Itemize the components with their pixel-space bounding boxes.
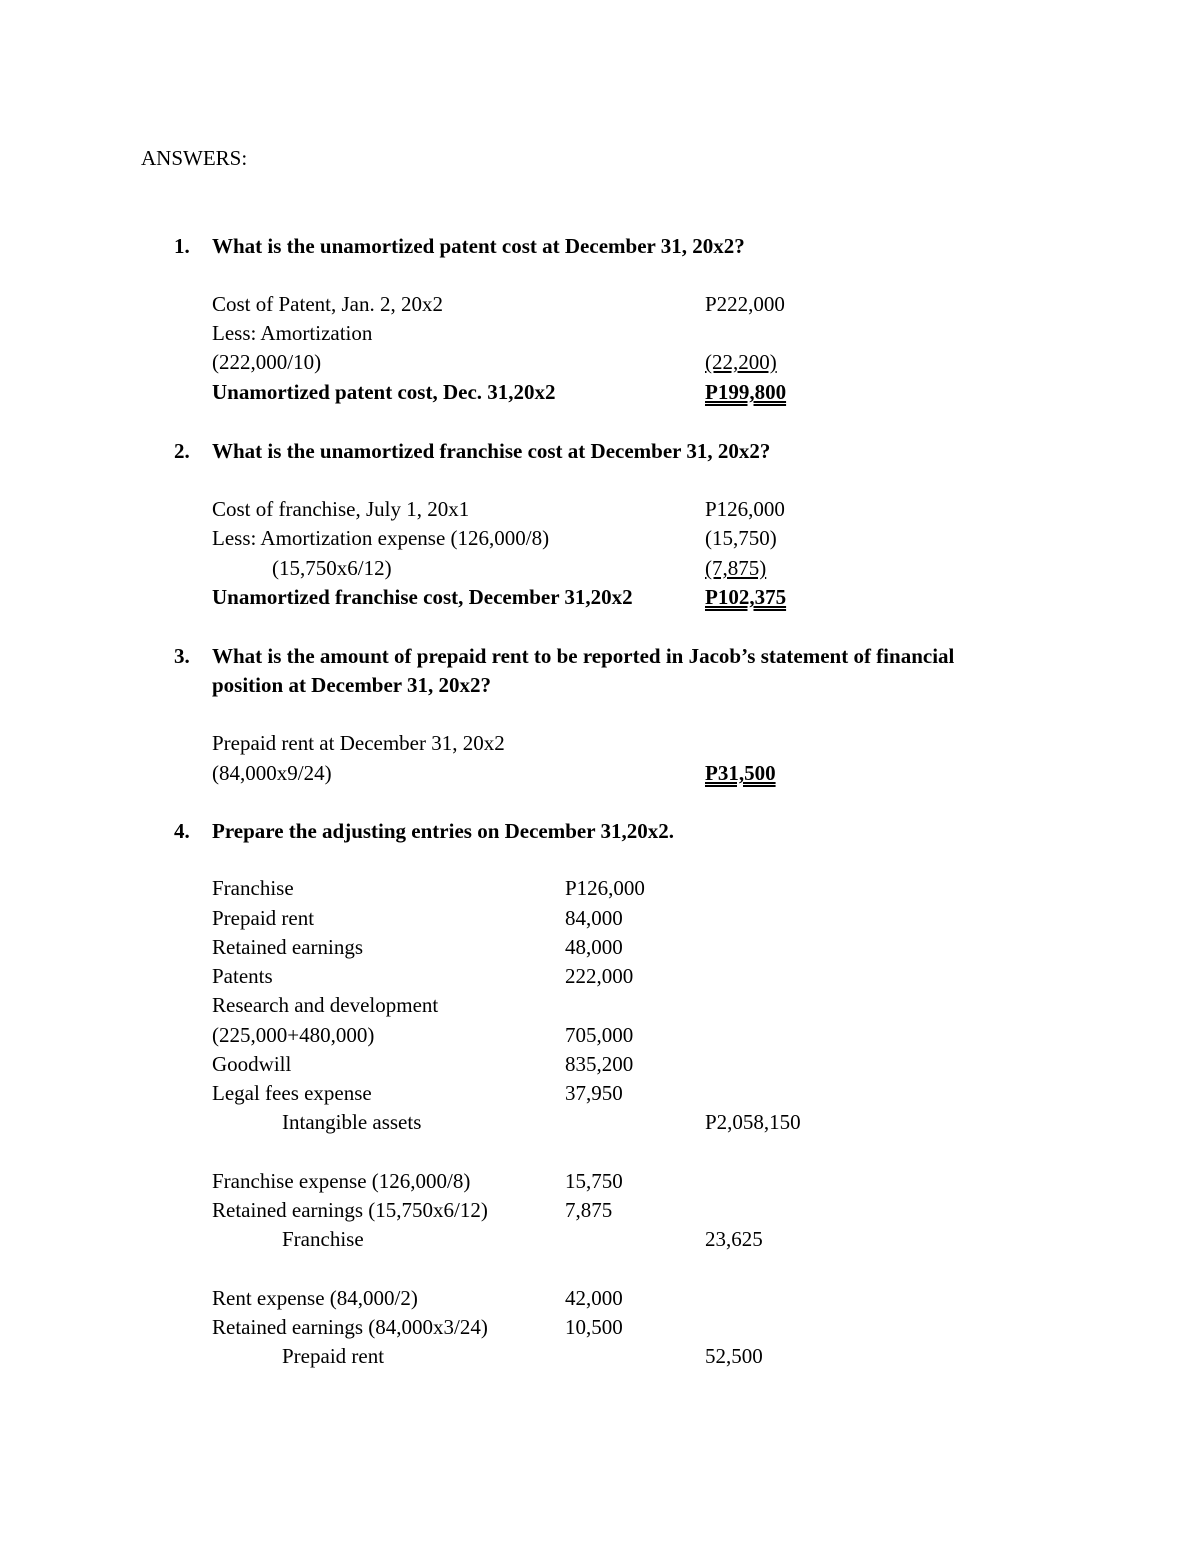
journal-debit: 10,500 [565, 1315, 623, 1339]
q3-total-amount: P31,500 [705, 761, 776, 785]
q2-row-label: (15,750x6/12) [272, 556, 392, 580]
journal-debit: 705,000 [565, 1023, 634, 1047]
journal-credit: 23,625 [705, 1227, 763, 1251]
question-3-number: 3. [174, 644, 190, 668]
q2-total-label: Unamortized franchise cost, December 31,20x2 [212, 585, 633, 609]
journal-credit: P2,058,150 [705, 1110, 801, 1134]
journal-account: Retained earnings (84,000x3/24) [212, 1315, 488, 1339]
journal-account: Research and development [212, 993, 439, 1017]
question-2-number: 2. [174, 439, 190, 463]
journal-account: Retained earnings [212, 935, 364, 959]
journal-debit: 15,750 [565, 1169, 623, 1193]
journal-account: Prepaid rent [212, 906, 315, 930]
q2-row-amount: P126,000 [705, 497, 785, 521]
question-2-text: What is the unamortized franchise cost at December 31, 20x2? [212, 439, 771, 463]
q1-row-label: Less: Amortization [212, 321, 373, 345]
journal-debit: 7,875 [565, 1198, 613, 1222]
journal-account: Retained earnings (15,750x6/12) [212, 1198, 488, 1222]
q3-row-label: Prepaid rent at December 31, 20x2 [212, 731, 505, 755]
q2-row-label: Cost of franchise, July 1, 20x1 [212, 497, 470, 521]
journal-account: Rent expense (84,000/2) [212, 1286, 418, 1310]
page-heading: ANSWERS: [141, 146, 248, 170]
journal-account: Legal fees expense [212, 1081, 372, 1105]
q1-row-label: Cost of Patent, Jan. 2, 20x2 [212, 292, 443, 316]
journal-credit-account: Intangible assets [282, 1110, 422, 1134]
question-4-text: Prepare the adjusting entries on December 31,20x2. [212, 819, 674, 843]
q1-row-amount: (22,200) [705, 350, 777, 374]
q1-row-label: (222,000/10) [212, 350, 322, 374]
q1-total-amount: P199,800 [705, 380, 787, 404]
journal-debit: 84,000 [565, 906, 623, 930]
question-3-text-line1: What is the amount of prepaid rent to be reported in Jacob’s statement of financial [212, 644, 955, 668]
q1-row-amount: P222,000 [705, 292, 785, 316]
journal-debit: 42,000 [565, 1286, 623, 1310]
q1-total-label: Unamortized patent cost, Dec. 31,20x2 [212, 380, 556, 404]
journal-account: Patents [212, 964, 273, 988]
journal-debit: 222,000 [565, 964, 634, 988]
journal-debit: 37,950 [565, 1081, 623, 1105]
journal-account: Franchise expense (126,000/8) [212, 1169, 471, 1193]
question-1-text: What is the unamortized patent cost at December 31, 20x2? [212, 234, 745, 258]
journal-credit-account: Franchise [282, 1227, 364, 1251]
q2-row-amount: (7,875) [705, 556, 767, 580]
journal-debit: P126,000 [565, 876, 645, 900]
question-1-number: 1. [174, 234, 190, 258]
question-3-text-line2: position at December 31, 20x2? [212, 673, 491, 697]
journal-account: (225,000+480,000) [212, 1023, 375, 1047]
journal-debit: 48,000 [565, 935, 623, 959]
journal-account: Goodwill [212, 1052, 292, 1076]
journal-debit: 835,200 [565, 1052, 634, 1076]
journal-account: Franchise [212, 876, 294, 900]
journal-credit: 52,500 [705, 1344, 763, 1368]
question-4-number: 4. [174, 819, 190, 843]
q3-row-label: (84,000x9/24) [212, 761, 332, 785]
q2-row-amount: (15,750) [705, 526, 777, 550]
q2-total-amount: P102,375 [705, 585, 787, 609]
q2-row-label: Less: Amortization expense (126,000/8) [212, 526, 550, 550]
journal-credit-account: Prepaid rent [282, 1344, 385, 1368]
